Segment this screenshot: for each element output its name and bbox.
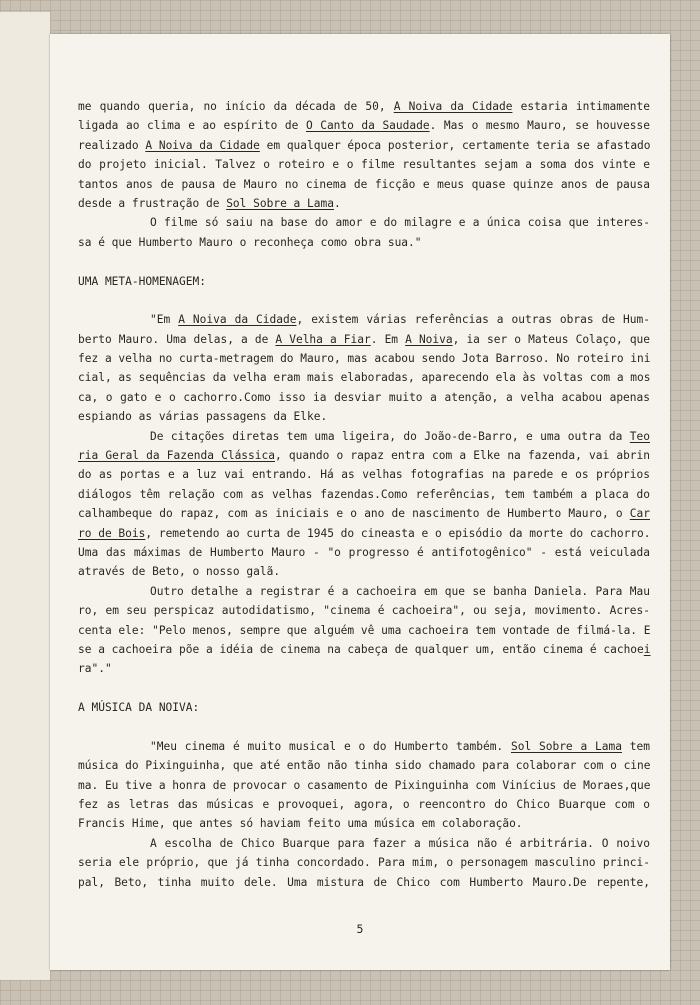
text-line: ro, em seu perspicaz autodidatismo, "cinema é cachoeira", ou seja, movimento. Acres- <box>78 604 650 618</box>
text-line: ca, o gato e o cachorro.Como isso ia desviar muito a atenção, a velha acabou apenas <box>78 390 650 404</box>
paragraph-first-line: A escolha de Chico Buarque para fazer a música não é arbitrária. O noivo <box>150 836 650 850</box>
body-text <box>78 97 650 892</box>
text-line: ma. Eu tive a honra de provocar o casamento de Pixinguinha com Vinícius de Moraes,que <box>78 778 651 792</box>
text-line: diálogos têm relação com as velhas fazendas.Como referências, tem também a placa do <box>78 487 650 501</box>
paragraph-first-line: Outro detalhe a registrar é a cachoeira em que se banha Daniela. Para Mau <box>150 584 650 598</box>
text-line: sa é que Humberto Mauro o reconheça como obra sua." <box>78 235 422 249</box>
text-line: pal, Beto, tinha muito dele. Uma mistura de Chico com Humberto Mauro.De repente, <box>78 875 650 889</box>
text-line: cial, as sequências da velha eram mais elaboradas, aparecendo ela às voltas com a mos <box>78 371 651 385</box>
paragraph-first-line: "Em A Noiva da Cidade, existem várias referências a outras obras de Hum- <box>150 313 650 327</box>
text-line: ligada ao clima e ao espírito de O Canto da Saudade. Mas o mesmo Mauro, se houvesse <box>78 119 650 133</box>
blank-line <box>78 291 650 310</box>
section-heading: A MÚSICA DA NOIVA: <box>78 701 200 715</box>
section-heading: UMA META-HOMENAGEM: <box>78 274 206 288</box>
text-line: ro de Bois, remetendo ao curta de 1945 do cineasta e o episódio da morte do cachorro. <box>78 526 651 540</box>
text-line: Francis Hime, que antes só haviam feito uma música em colaboração. <box>78 817 523 831</box>
underlined-title: Sol Sobre a Lama <box>510 739 622 753</box>
text-line: música do Pixinguinha, que até então não tinha sido chamado para colaborar com o cine <box>78 759 651 773</box>
underlined-title: A Noiva <box>405 332 453 346</box>
text-line: berto Mauro. Uma delas, a de A Velha a Fiar. Em A Noiva, ia ser o Mateus Colaço, que <box>78 332 651 346</box>
text-line: ria Geral da Fazenda Clássica, quando o rapaz entra com a Elke na fazenda, vai abrin <box>78 449 651 463</box>
underlined-title: ro de Bois <box>78 526 146 540</box>
blank-line <box>78 679 650 698</box>
text-line: ra"." <box>78 662 112 676</box>
text-line: seria ele próprio, que já tinha concordado. Para mim, o personagem masculino princi- <box>78 856 650 870</box>
text-line: através de Beto, o nosso galã. <box>78 565 281 579</box>
blank-line <box>78 252 650 271</box>
paragraph-first-line: "Meu cinema é muito musical e o do Humberto também. Sol Sobre a Lama tem <box>150 739 650 753</box>
text-line: tantos anos de pausa de Mauro no cinema de ficção e meus quase quinze anos de pausa <box>78 177 650 191</box>
underlined-title: Car <box>629 507 650 521</box>
underlined-title: A Noiva da Cidade <box>145 138 260 152</box>
text-line: realizado A Noiva da Cidade em qualquer época posterior, certamente teria se afastado <box>78 138 651 152</box>
text-line: centa ele: "Pelo menos, sempre que alguém vê uma cachoeira tem vontade de filmá-la. E <box>78 623 651 637</box>
text-line: fez a velha no curta-metragem do Mauro, mas acabou sendo Jota Barroso. No roteiro ini <box>78 352 651 366</box>
paragraph-first-line: O filme só saiu na base do amor e do milagre e a única coisa que interes- <box>150 216 650 230</box>
underlined-title: A Noiva da Cidade <box>393 100 513 113</box>
text-line: espiando as várias passagens da Elke. <box>78 410 328 424</box>
page-number: 5 <box>356 922 364 936</box>
back-sheet <box>0 12 51 980</box>
text-line: fez as letras das músicas e provoquei, agora, o reencontro do Chico Buarque com o <box>78 798 650 812</box>
text-line: desde a frustração de Sol Sobre a Lama. <box>78 196 341 210</box>
text-line: se a cachoeira põe a idéia de cinema na cabeça de qualquer um, então cinema é cachoei <box>78 642 651 656</box>
paragraph-first-line: De citações diretas tem uma ligeira, do João-de-Barro, e uma outra da Teo <box>150 429 650 443</box>
underlined-title: Sol Sobre a Lama <box>226 196 334 210</box>
underlined-title: ria Geral da Fazenda Clássica <box>78 449 275 463</box>
underlined-title: O Canto da Saudade <box>305 119 430 133</box>
underlined-title: A Velha a Fiar <box>275 332 371 346</box>
text-line: me quando queria, no início da década de 50, A Noiva da Cidade estaria intimamente <box>78 100 650 113</box>
text-line: do projeto inicial. Talvez o roteiro e o filme resultantes sejam a soma dos vinte e <box>78 158 650 172</box>
text-line: calhambeque do rapaz, com as iniciais e o ano de nascimento de Humberto Mauro, o Car <box>78 507 650 521</box>
text-line: Uma das máximas de Humberto Mauro - "o progresso é antifotogênico" - está veiculada <box>78 545 650 559</box>
text-line: do as portas e a luz vai entrando. Há as velhas fotografias na parede e os próprios <box>78 468 650 482</box>
underlined-title: A Noiva da Cidade <box>178 313 297 327</box>
document-page <box>50 34 670 970</box>
underlined-title: i <box>643 642 651 656</box>
blank-line <box>78 718 650 737</box>
underlined-title: Teo <box>629 429 650 443</box>
